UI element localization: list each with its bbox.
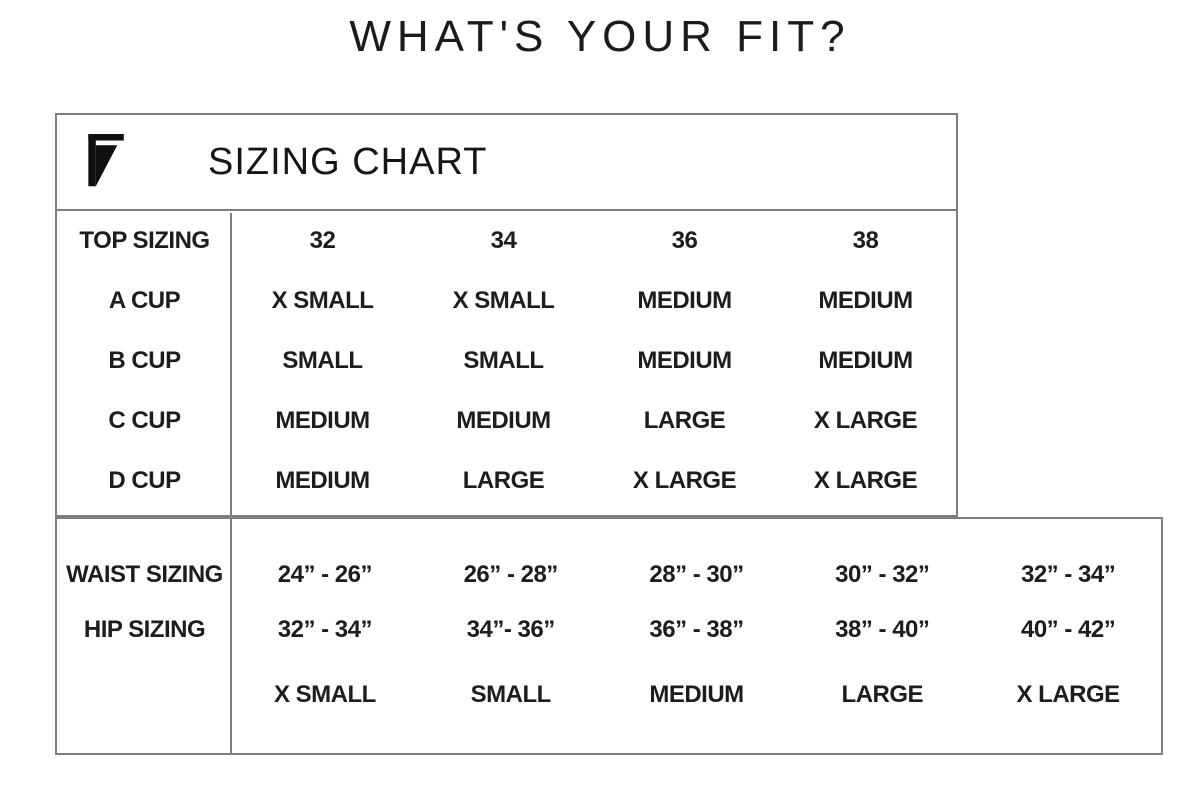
label-column-divider [230, 213, 232, 755]
top-sizing-label: TOP SIZING [79, 227, 210, 254]
table-cell: MEDIUM [275, 407, 370, 434]
table-cell: MEDIUM [637, 287, 732, 314]
table-cell: SMALL [282, 347, 363, 374]
table-cell: 24” - 26” [277, 560, 372, 588]
table-cell: 34”- 36” [466, 615, 555, 643]
table-cell: MEDIUM [456, 407, 551, 434]
row-label-c-cup: C CUP [108, 407, 181, 434]
column-header: 36 [671, 227, 698, 254]
table-cell: LARGE [643, 407, 726, 434]
sizing-chart-header [57, 115, 956, 211]
row-label-d-cup: D CUP [108, 467, 181, 494]
table-cell: MEDIUM [818, 287, 913, 314]
table-cell: 40” - 42” [1020, 615, 1116, 643]
table-cell: LARGE [462, 467, 545, 494]
row-label-hip-sizing: HIP SIZING [83, 615, 206, 643]
table-cell: SMALL [463, 347, 544, 374]
column-header: 32 [309, 227, 336, 254]
table-cell: MEDIUM [818, 347, 913, 374]
table-cell: X SMALL [273, 680, 376, 708]
table-cell: SMALL [470, 680, 551, 708]
sizing-chart-title: SIZING CHART [208, 140, 488, 183]
table-cell: MEDIUM [275, 467, 370, 494]
table-cell: X LARGE [1016, 680, 1120, 708]
table-cell: X SMALL [452, 287, 555, 314]
table-cell: X SMALL [271, 287, 374, 314]
page-title: WHAT'S YOUR FIT? [349, 12, 851, 61]
sizing-chart-top-box [55, 113, 958, 517]
table-cell: LARGE [841, 680, 924, 708]
table-cell: 36” - 38” [649, 615, 744, 643]
table-cell: 32” - 34” [1020, 560, 1116, 588]
table-cell: MEDIUM [649, 680, 744, 708]
sizing-chart-bottom-box [55, 517, 1163, 755]
bottom-sizing-table [57, 519, 1161, 732]
row-label-a-cup: A CUP [108, 287, 181, 314]
table-cell: 28” - 30” [649, 560, 744, 588]
table-cell: 32” - 34” [277, 615, 372, 643]
column-header: 38 [852, 227, 879, 254]
table-cell: 26” - 28” [463, 560, 558, 588]
top-sizing-table [57, 211, 956, 511]
table-cell: X LARGE [813, 467, 918, 494]
column-header: 34 [490, 227, 517, 254]
table-cell: X LARGE [813, 407, 918, 434]
table-cell: MEDIUM [637, 347, 732, 374]
table-cell: X LARGE [632, 467, 737, 494]
row-label-b-cup: B CUP [108, 347, 181, 374]
brand-flag-icon [88, 134, 126, 190]
table-cell: 38” - 40” [835, 615, 930, 643]
row-label-waist-sizing: WAIST SIZING [66, 560, 223, 588]
table-cell: 30” - 32” [835, 560, 930, 588]
